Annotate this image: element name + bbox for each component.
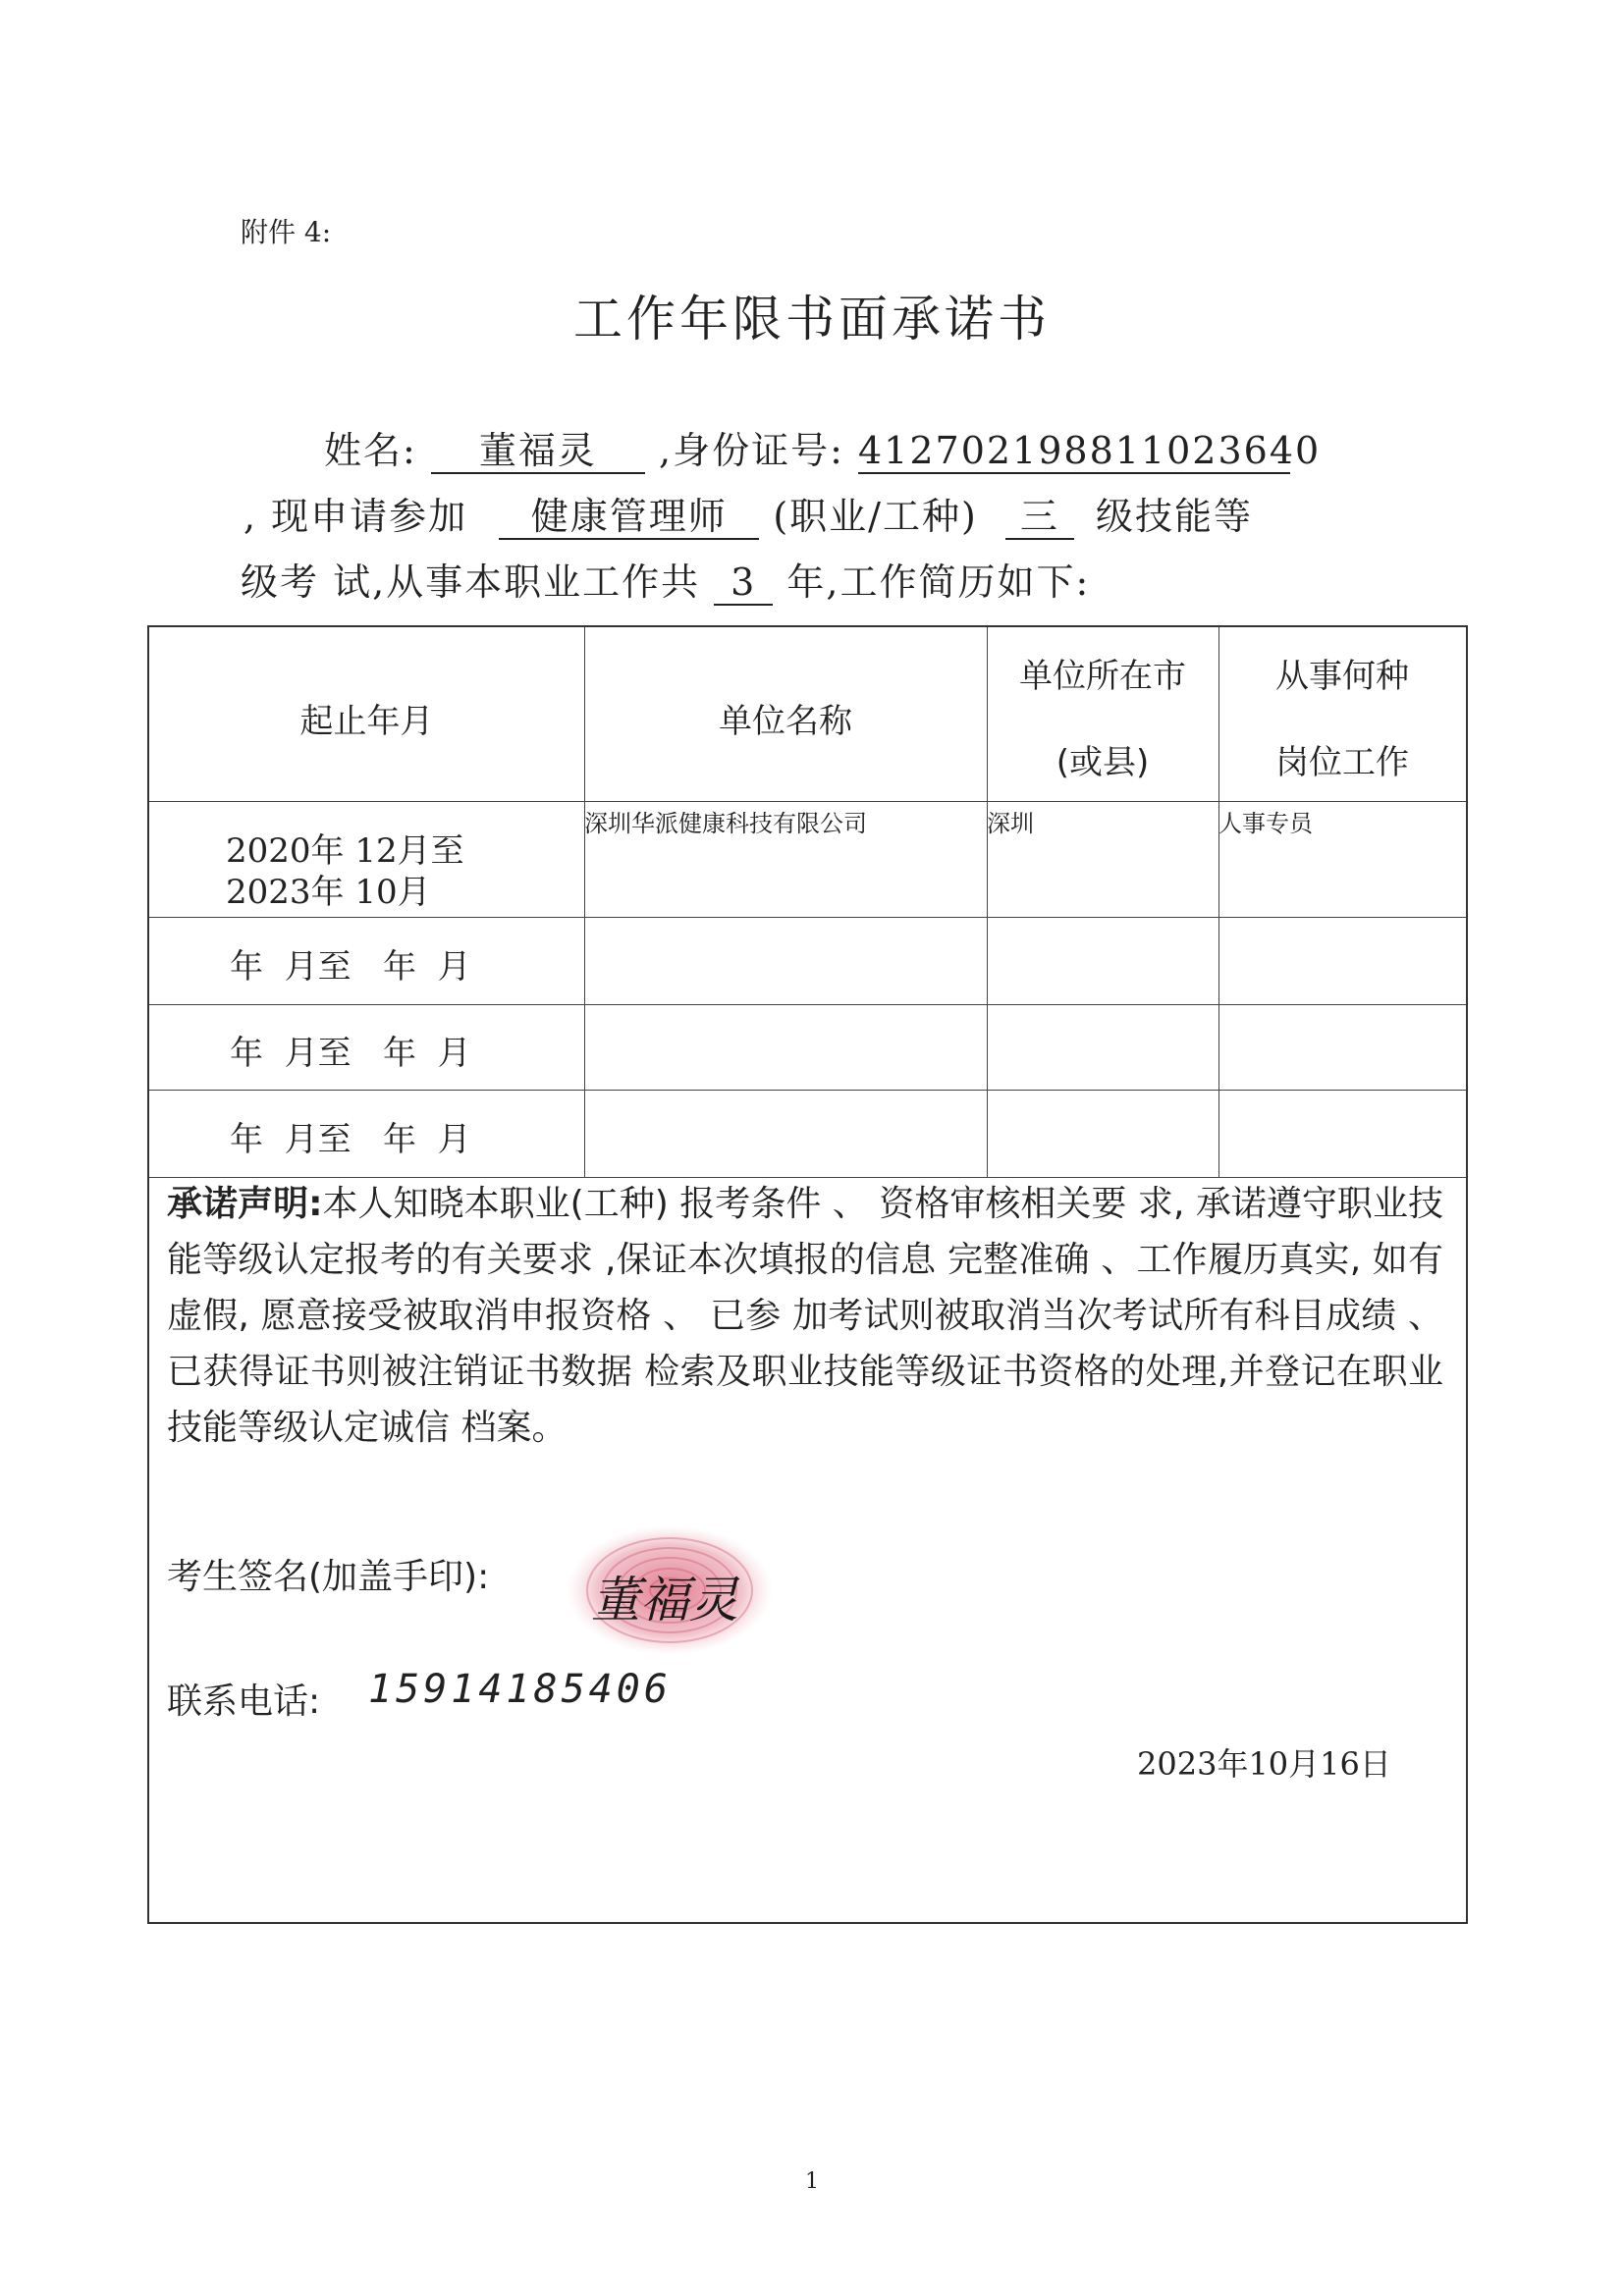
- intro-line-1: [324, 420, 1322, 474]
- header-company: 单位名称: [719, 702, 852, 741]
- row1-position: 人事专员: [1218, 810, 1313, 837]
- years-value: 3: [714, 562, 773, 606]
- occupation-suffix: (职业/工种): [773, 495, 978, 538]
- signing-date: 2023年10月16日: [1137, 1745, 1391, 1783]
- apply-prefix: , 现申请参加: [244, 495, 468, 538]
- id-value: 412702198811023640: [857, 429, 1322, 472]
- table-divider: [149, 917, 1466, 918]
- table-divider: [149, 801, 1466, 802]
- table-divider: [987, 627, 988, 1177]
- fingerprint-signature: [562, 1522, 787, 1659]
- statement-heading: 承诺声明:: [167, 1184, 323, 1224]
- row1-city: 深圳: [987, 810, 1034, 837]
- table-divider: [149, 1004, 1466, 1005]
- row2-period: 年 月至 年 月: [230, 947, 471, 987]
- row4-period: 年 月至 年 月: [230, 1120, 471, 1159]
- row1-company: 深圳华派健康科技有限公司: [584, 810, 867, 837]
- name-label: 姓名:: [324, 429, 417, 472]
- handwritten-name: 董福灵: [591, 1572, 738, 1629]
- statement-block: [167, 1176, 1443, 1456]
- table-divider: [149, 1090, 1466, 1091]
- line3-prefix: 级考 试,从事本职业工作共: [241, 561, 701, 604]
- id-label: ,身份证号:: [659, 429, 844, 472]
- document-title: 工作年限书面承诺书: [573, 291, 1051, 347]
- row3-period: 年 月至 年 月: [230, 1034, 471, 1073]
- header-city-line2: (或县): [1056, 743, 1150, 782]
- attachment-label: 附件 4:: [241, 216, 332, 248]
- intro-line-2: [244, 486, 1253, 540]
- phone-value: 15914185406: [368, 1667, 672, 1712]
- page-number: 1: [805, 2169, 819, 2194]
- signature-label: 考生签名(加盖手印):: [167, 1557, 490, 1597]
- row1-period-line2: 2023年 10月: [226, 873, 431, 912]
- statement-body: 本人知晓本职业(工种) 报考条件 、 资格审核相关要 求, 承诺遵守职业技能等级认定报考的有关要求 ,保证本次填报的信息 完整准确 、工作履历真实, 如有虚假, 愿意接受被取消申报资格 、 已参 加考试则被取消当次考试所有科目成绩 、 已获得证书则被注销证书数据 检索及职业技能等级证书资格的处理,并登记在职业技能等级认定诚信 档案。: [167, 1184, 1443, 1448]
- header-position-line1: 从事何种: [1275, 657, 1409, 696]
- header-period: 起止年月: [299, 702, 434, 741]
- level-suffix: 级技能等: [1096, 495, 1254, 538]
- intro-line-3: [241, 552, 1090, 606]
- header-city-line1: 单位所在市: [1019, 657, 1186, 696]
- line3-suffix: 年,工作简历如下:: [786, 561, 1091, 604]
- row1-period-line1: 2020年 12月至: [226, 831, 464, 871]
- name-value: 董福灵: [431, 431, 645, 474]
- occupation-value: 健康管理师: [499, 497, 759, 540]
- phone-label: 联系电话:: [167, 1682, 321, 1722]
- level-value: 三: [1005, 497, 1074, 540]
- table-divider: [1218, 627, 1219, 1177]
- header-position-line2: 岗位工作: [1275, 743, 1409, 782]
